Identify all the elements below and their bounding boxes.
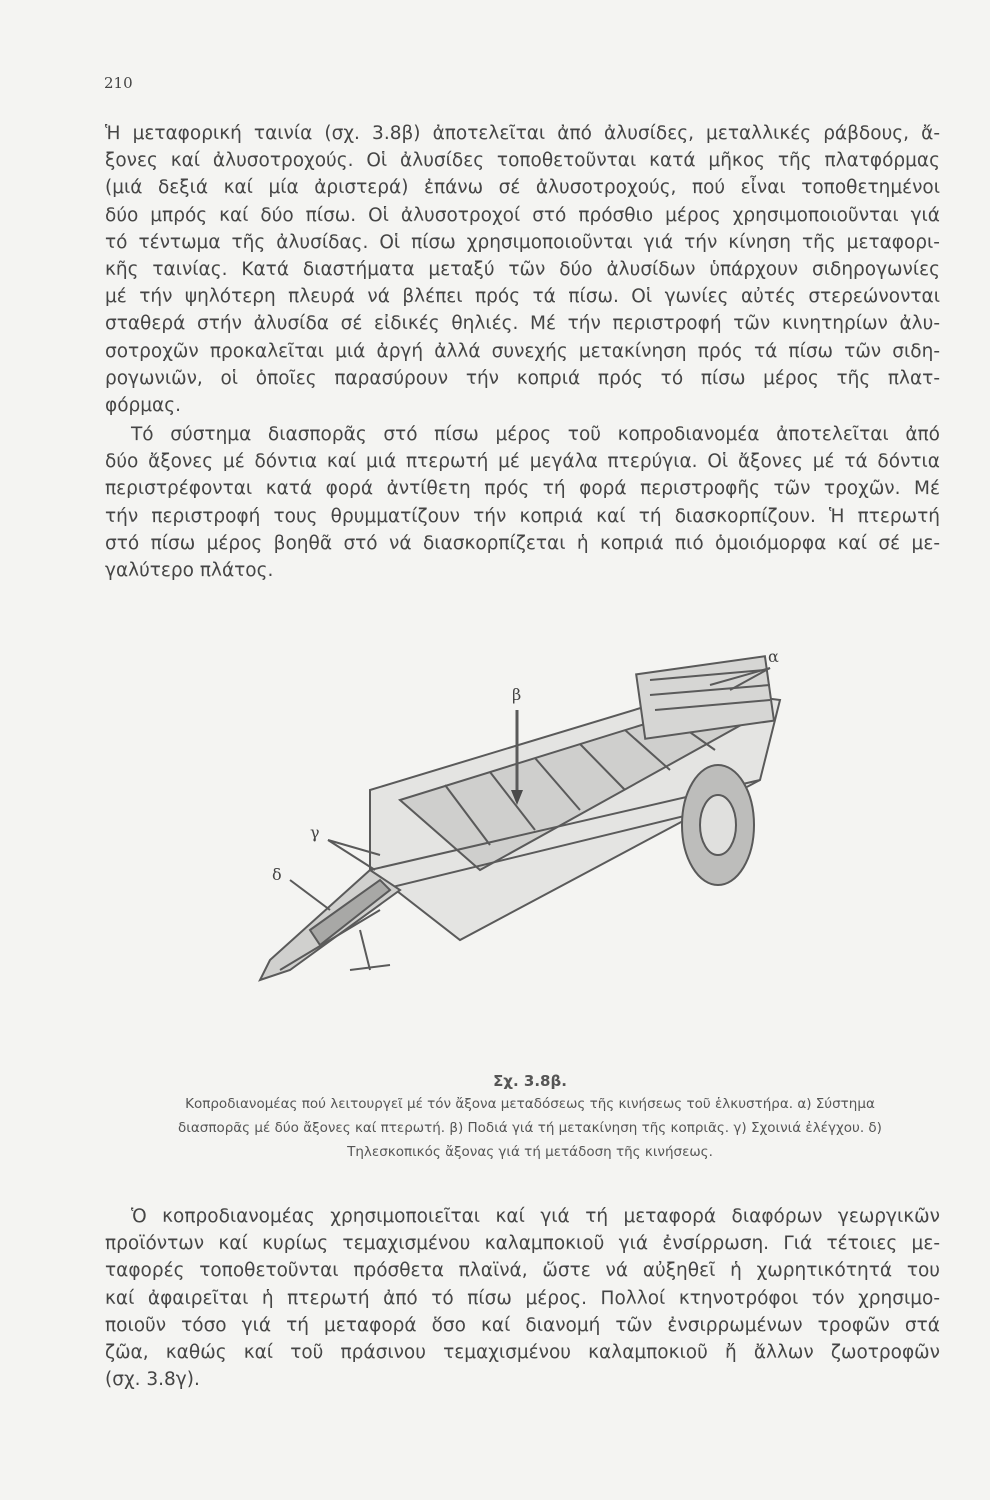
figure-caption-line: διασπορᾶς μέ δύο ἄξονες καί πτερωτή. β) Ποδιά γιά τή μετακίνηση τῆς κοπριᾶς. γ) Σχοινιά ἐλέγχου. δ) bbox=[178, 1120, 882, 1136]
manure-spreader-figure bbox=[230, 640, 790, 1040]
paragraph-spreader bbox=[105, 421, 940, 584]
figure-caption-line: Τηλεσκοπικός ἄξονας γιά τή μετάδοση τῆς κινήσεως. bbox=[347, 1144, 713, 1160]
text-line: ταφορές τοποθετοῦνται πρόσθετα πλαϊνά, ὥστε νά αὐξηθεῖ ἡ χωρητικότητά του bbox=[105, 1260, 940, 1282]
text-line: Τό σύστημα διασπορᾶς στό πίσω μέρος τοῦ κοπροδιανομέα ἀποτελεῖται ἀπό bbox=[131, 424, 940, 445]
text-line: περιστρέφονται κατά φορά ἀντίθετη πρός τή φορά περιστροφῆς τῶν τροχῶν. Μέ bbox=[105, 478, 940, 500]
text-line: ρογωνιῶν, οἱ ὁποῖες παρασύρουν τήν κοπριά πρός τό πίσω μέρος τῆς πλατ- bbox=[105, 367, 940, 389]
text-line: Ἡ μεταφορική ταινία (σχ. 3.8β) ἀποτελεῖται ἀπό ἀλυσίδες, μεταλλικές ράβδους, ἄ- bbox=[105, 123, 940, 144]
label-beta: β bbox=[512, 685, 522, 704]
text-line: προϊόντων καί κυρίως τεμαχισμένου καλαμποκιοῦ γιά ἐνσίρρωση. Γιά τέτοιες με- bbox=[105, 1233, 940, 1255]
text-line: μέ τήν ψηλότερη πλευρά νά βλέπει πρός τά πίσω. Οἱ γωνίες αὐτές στερεώνονται bbox=[105, 286, 940, 308]
text-line: Ὁ κοπροδιανομέας χρησιμοποιεῖται καί γιά τή μεταφορά διαφόρων γεωργικῶν bbox=[131, 1206, 940, 1227]
text-line: (μιά δεξιά καί μία ἀριστερά) ἐπάνω σέ ἀλυσοτροχούς, πού εἶναι τοποθετημένοι bbox=[105, 177, 940, 199]
page-number: 210 bbox=[104, 74, 133, 92]
text-line: (σχ. 3.8γ). bbox=[105, 1369, 200, 1391]
text-line: καί ἀφαιρεῖται ἡ πτερωτή ἀπό τό πίσω μέρος. Πολλοί κτηνοτρόφοι τόν χρησιμο- bbox=[105, 1287, 940, 1309]
text-line: ζῶα, καθώς καί τοῦ πράσινου τεμαχισμένου καλαμποκιοῦ ἤ ἄλλων ζωοτροφῶν bbox=[105, 1342, 940, 1364]
text-line: δύο μπρός καί δύο πίσω. Οἱ ἀλυσοτροχοί στό πρόσθιο μέρος χρησιμοποιοῦνται γιά bbox=[105, 204, 940, 226]
text-line: στό πίσω μέρος βοηθᾶ στό νά διασκορπίζεται ἡ κοπριά πιό ὁμοιόμορφα καί σέ με- bbox=[105, 532, 940, 554]
label-alpha: α bbox=[768, 647, 779, 666]
text-line: τό τέντωμα τῆς ἀλυσίδας. Οἱ πίσω χρησιμοποιοῦνται γιά τήν κίνηση τῆς μεταφορι- bbox=[105, 231, 940, 253]
text-line: τήν περιστροφή τους θρυμματίζουν τήν κοπριά καί τή διασκορπίζουν. Ἡ πτερωτή bbox=[105, 505, 940, 527]
text-line: σοτροχῶν προκαλεῖται μιά ἀργή ἀλλά συνεχής μετακίνηση πρός τά πίσω τῶν σιδη- bbox=[105, 340, 940, 362]
text-line: φόρμας. bbox=[105, 395, 181, 417]
text-line: κῆς ταινίας. Κατά διαστήματα μεταξύ τῶν δύο ἀλυσίδων ὑπάρχουν σιδηρογωνίες bbox=[105, 259, 940, 281]
figure-caption-title: Σχ. 3.8β. bbox=[493, 1072, 567, 1090]
label-gamma: γ bbox=[310, 823, 320, 842]
paragraph-conveyor bbox=[105, 120, 940, 419]
figure-caption-line: Κοπροδιανομέας πού λειτουργεῖ μέ τόν ἄξονα μεταδόσεως τῆς κινήσεως τοῦ ἑλκυστήρα. α) Σύστημα bbox=[185, 1096, 875, 1112]
text-line: ποιοῦν τόσο γιά τή μεταφορά ὅσο καί διανομή τῶν ἐνσιρρωμένων τροφῶν στά bbox=[105, 1314, 940, 1336]
text-line: γαλύτερο πλάτος. bbox=[105, 560, 274, 582]
text-line: σταθερά στήν ἀλυσίδα σέ εἰδικές θηλιές. Μέ τήν περιστροφή τῶν κινητηρίων ἀλυ- bbox=[105, 313, 940, 335]
text-line: ξονες καί ἀλυσοτροχούς. Οἱ ἀλυσίδες τοποθετοῦνται κατά μῆκος τῆς πλατφόρμας bbox=[105, 150, 940, 172]
paragraph-other-uses bbox=[105, 1203, 940, 1393]
label-delta: δ bbox=[272, 865, 282, 884]
text-line: δύο ἄξονες μέ δόντια καί μιά πτερωτή μέ μεγάλα πτερύγια. Οἱ ἄξονες μέ τά δόντια bbox=[105, 451, 940, 473]
